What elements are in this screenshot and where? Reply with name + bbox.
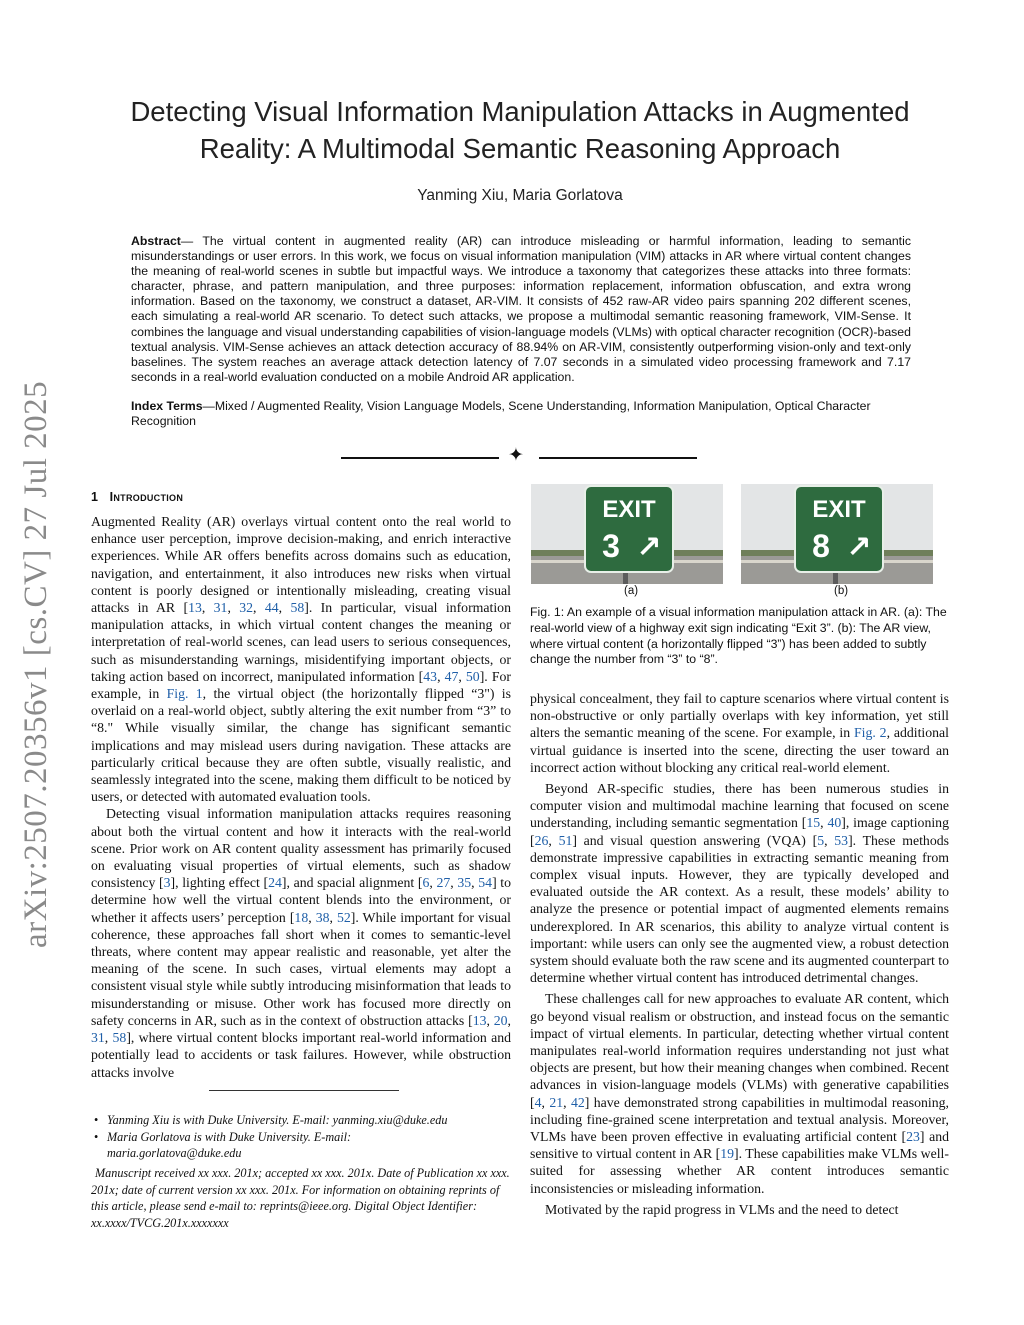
footnote-1 xyxy=(91,1112,511,1129)
intro-paragraph-2 xyxy=(91,805,511,1080)
citation-link[interactable]: 52 xyxy=(336,909,351,925)
text-run: , xyxy=(820,815,828,831)
title-line-2: Reality: A Multimodal Semantic Reasoning Approach xyxy=(199,133,841,164)
text-run: , xyxy=(437,668,445,684)
figure-1a-image xyxy=(531,484,723,584)
bullet-icon: • xyxy=(94,1113,99,1127)
citation-link[interactable]: 23 xyxy=(906,1129,920,1145)
author-list: Yanming Xiu, Maria Gorlatova xyxy=(417,187,623,204)
sign-exit-text: EXIT xyxy=(602,496,656,523)
text-run: ], lighting effect [ xyxy=(170,875,269,891)
intro-paragraph-4 xyxy=(530,780,949,986)
citation-link[interactable]: 20 xyxy=(493,1012,508,1028)
intro-paragraph-5 xyxy=(530,990,949,1196)
figure-link[interactable]: Fig. 1 xyxy=(166,686,203,702)
citation-link[interactable]: 18 xyxy=(294,909,309,925)
sign-number-text: 3 xyxy=(602,528,620,564)
intro-paragraph-3 xyxy=(530,690,949,776)
footnote-2 xyxy=(91,1129,511,1162)
text-run: These challenges call for new approaches to evaluate AR content, which go beyond visual realism or obstruction, and instead focus on the semantic impact of virtual elements. In particular, detecting whether virtual content manipulates real-world information requires understanding not just what objects are present, but how their meaning changes when combined. Recent advances in vision-language models (VLMs) with generative capabilities [ xyxy=(530,991,949,1110)
text-run: ]. While important for visual coherence, these approaches fall short when it comes to semantic-level threats, where content may appear realistic and reasonable, yet alter the meaning of the scene. In such cases, virtual elements may adopt a consistent visual style while subtly introducing misinformation that leads to misunderstanding or misuse. Other work has focused more directly on safety concerns in AR, such as in the context of obstruction attacks [ xyxy=(91,909,511,1028)
figure-1b-image xyxy=(741,484,933,584)
citation-link[interactable]: 5 xyxy=(817,832,825,848)
citation-link[interactable]: 31 xyxy=(91,1030,105,1046)
text-run: , xyxy=(563,1094,571,1110)
footnote-text: Maria Gorlatova is with Duke University. E-mail: xyxy=(107,1129,352,1144)
text-run: , xyxy=(227,600,240,616)
citation-link[interactable]: 43 xyxy=(423,668,438,684)
manuscript-info: Manuscript received xx xxx. 201x; accepted xx xxx. 201x. Date of Publication xx xxx. 201x; date of current version xx xxx. 201x. For information on obtaining reprints of this article, please send e-mail to: reprints@ieee.org. Digital Object Identifier: xx.xxxx/TVCG.201x.xxxxxxx xyxy=(91,1166,510,1230)
text-run: ], where virtual content blocks important real-world information and potentially lead to accidents or task failures. However, while obstruction attacks involve xyxy=(91,1030,511,1080)
sign-arrow-icon: ↗ xyxy=(636,530,662,565)
citation-link[interactable]: 50 xyxy=(465,668,480,684)
footnote-rule xyxy=(209,1090,399,1091)
intro-paragraph-6: Motivated by the rapid progress in VLMs and the need to detect xyxy=(545,1201,899,1217)
divider-line-left xyxy=(341,457,499,459)
text-run: ], image captioning [ xyxy=(530,815,949,848)
text-run: ] to determine how well the virtual content blends into the environment, or whether it affects users’ perception [ xyxy=(91,875,512,925)
citation-link[interactable]: 32 xyxy=(239,600,254,616)
section-number: 1 xyxy=(91,490,99,504)
text-run: , xyxy=(278,600,291,616)
sign-photo-svg xyxy=(531,484,723,584)
abstract xyxy=(131,234,911,385)
citation-link[interactable]: 47 xyxy=(444,668,459,684)
abstract-text: The virtual content in augmented reality (AR) can introduce misleading or harmful information, leading to semantic misunderstandings or user errors. In this work, we focus on visual information manipulation (VIM) attacks in AR where virtual content changes the meaning of real-world scenes in subtle but impactful ways. We introduce a taxonomy that categorizes these attacks into three formats: character, phrase, and pattern manipulation, and three purposes: information replacement, information obfuscation, and extra wrong information. Based on the taxonomy, we construct a dataset, AR-VIM. It consists of 452 raw-AR video pairs spanning 202 different scenes, each simulating a real-world AR scenario. To detect such attacks, we propose a multimodal semantic reasoning framework, VIM-Sense. It combines the language and visual understanding capabilities of vision-language models (VLMs) with optical character recognition (OCR)-based textual analysis. VIM-Sense achieves an attack detection accuracy of 88.94% on AR-VIM, consistently outperforming vision-only and text-only baselines. The system reaches an average attack detection latency of 7.07 seconds in a simulated video processing framework and 7.17 seconds in a real-world evaluation conducted on a mobile Android AR application. xyxy=(131,234,911,384)
right-column xyxy=(530,690,949,1218)
citation-link[interactable]: 54 xyxy=(478,875,493,891)
text-run: ]. In particular, visual information manipulation attacks, in which virtual content changes the meaning or interpretation of real-world scenes, can lead users to serious consequences, such as misunderstanding warnings, misidentifying important objects, or taking action based on incorrect, manipulated information [ xyxy=(91,600,511,684)
index-terms-label: Index Terms xyxy=(131,399,203,413)
text-run: , xyxy=(471,875,479,891)
text-run: , xyxy=(308,909,316,925)
text-run: , xyxy=(458,668,466,684)
citation-link[interactable]: 44 xyxy=(264,600,279,616)
paper-title xyxy=(70,93,970,167)
citation-link[interactable]: 42 xyxy=(570,1094,585,1110)
citation-link[interactable]: 13 xyxy=(472,1012,487,1028)
text-run: ]. These capabilities make VLMs well-suited for assessing whether AR content introduces semantic inconsistencies or misleading information. xyxy=(530,1146,949,1196)
text-run: , xyxy=(253,600,265,616)
text-run: Beyond AR-specific studies, there has been numerous studies in computer vision and multimodal machine learning that focused on scene understanding, including semantic segmentation [ xyxy=(530,781,949,831)
text-run: , the virtual object (the horizontally flipped “3") is overlaid on a real-world object, subtly altering the exit number from “3” to “8." While visually similar, the change has significant semantic implications and may mislead users during navigation. These attacks are particularly critical because they are often subtle, visually realistic, and seamlessly integrated into the scene, making them difficult to be noticed by users, or detected with automated evaluation tools. xyxy=(91,686,512,805)
divider-star-icon: ✦ xyxy=(508,445,524,466)
text-run: , xyxy=(486,1012,494,1028)
section-divider xyxy=(341,445,699,466)
text-run: ] and sensitive to virtual content in AR [ xyxy=(530,1129,949,1162)
sign-arrow-icon: ↗ xyxy=(846,530,872,565)
citation-link[interactable]: 13 xyxy=(188,600,202,616)
figure-link[interactable]: Fig. 2 xyxy=(853,725,887,741)
text-run: Augmented Reality (AR) overlays virtual content onto the real world to enhance user perception, improve decision-making, and enrich interactive experiences. While AR offers benefits across domains such as education, navigation, and entertainment, it also introduces new risks when virtual content is poorly designed or intentionally misleading, creating visual attacks in AR [ xyxy=(91,514,511,616)
divider-line-right xyxy=(539,457,697,459)
text-run: , xyxy=(329,909,337,925)
text-run: , xyxy=(541,1094,550,1110)
section-heading xyxy=(91,490,183,504)
text-run: ]. For example, in xyxy=(91,668,511,702)
citation-link[interactable]: 38 xyxy=(315,909,330,925)
citation-link[interactable]: 27 xyxy=(436,875,451,891)
intro-paragraph-1 xyxy=(91,513,511,805)
citation-link[interactable]: 6 xyxy=(422,875,430,891)
figure-1a-label: (a) xyxy=(624,585,639,597)
citation-link[interactable]: 4 xyxy=(534,1094,542,1110)
index-terms-text: Mixed / Augmented Reality, Vision Language Models, Scene Understanding, Information Manipulation, Optical Character Recognition xyxy=(131,399,871,429)
citation-link[interactable]: 3 xyxy=(163,875,171,891)
text-run: , xyxy=(507,1012,511,1028)
citation-link[interactable]: 24 xyxy=(268,875,282,891)
footnote-email: maria.gorlatova@duke.edu xyxy=(107,1146,242,1160)
citation-link[interactable]: 40 xyxy=(827,815,842,831)
abstract-dash: — xyxy=(180,234,203,248)
author-footnotes xyxy=(91,1112,511,1162)
text-run: ] have demonstrated strong capabilities in multimodal reasoning, including fine-grained scene interpretation and textual analysis. Moreover, VLMs have been proven effective in evaluating artificial content [ xyxy=(530,1094,949,1145)
citation-link[interactable]: 58 xyxy=(290,600,305,616)
figure-1-caption: Fig. 1: An example of a visual information manipulation attack in AR. (a): The real-world view of a highway exit sign indicating “Exit 3”. (b): The AR view, where virtual content (a horizontally flipped “3”) has been added to subtly change the number from “3” to “8”. xyxy=(530,605,947,667)
section-title: Introduction xyxy=(109,490,184,504)
bullet-icon: • xyxy=(94,1129,99,1144)
text-run: , xyxy=(104,1030,113,1046)
footnote-text: Yanming Xiu is with Duke University. E-mail: yanming.xiu@duke.edu xyxy=(107,1113,448,1127)
text-run: , xyxy=(450,875,458,891)
citation-link[interactable]: 19 xyxy=(720,1146,735,1162)
text-run: , xyxy=(824,832,835,848)
text-run: physical concealment, they fail to capture scenarios where virtual content is non-obstructive or only partially overlaps with key information, yet still alters the semantic meaning of the scene. For example, in xyxy=(530,691,949,741)
citation-link[interactable]: 26 xyxy=(534,832,549,848)
title-line-1: Detecting Visual Information Manipulation Attacks in Augmented xyxy=(130,96,910,127)
text-run: ], and spacial alignment [ xyxy=(281,875,423,891)
arxiv-identifier: arXiv:2507.20356v1 [cs.CV] 27 Jul 2025 xyxy=(18,380,54,948)
citation-link[interactable]: 21 xyxy=(549,1094,564,1110)
citation-link[interactable]: 51 xyxy=(558,832,573,848)
citation-link[interactable]: 35 xyxy=(457,875,472,891)
text-run: ]. These methods demonstrate impressive capabilities in extracting semantic meaning from complex visual inputs. However, they are typically developed and evaluated outside the AR context. As a result, these models’ ability to analyze the presence or potential impact of augmented elements remains underexplored. In AR scenarios, this ability to analyze virtual content is important: while users can only see the augmented view, a robust detection system should evaluate both the raw scene and its augmented counterpart to determine whether virtual content has introduced detrimental changes. xyxy=(530,832,949,986)
sign-photo-svg xyxy=(741,484,933,584)
citation-link[interactable]: 53 xyxy=(834,832,849,848)
figure-1b-label: (b) xyxy=(834,585,849,597)
citation-link[interactable]: 31 xyxy=(213,600,228,616)
text-run: , xyxy=(548,832,559,848)
citation-link[interactable]: 15 xyxy=(806,815,821,831)
sign-number-text: 8 xyxy=(812,528,830,564)
citation-link[interactable]: 58 xyxy=(112,1030,127,1046)
index-terms xyxy=(131,399,911,429)
text-run: , xyxy=(201,600,214,616)
abstract-label: Abstract xyxy=(131,234,181,248)
index-terms-dash: — xyxy=(202,399,215,413)
text-run: , xyxy=(429,875,437,891)
left-column xyxy=(91,513,511,1081)
sign-exit-text: EXIT xyxy=(812,496,866,523)
text-run: ] and visual question answering (VQA) [ xyxy=(572,832,818,848)
text-run: Detecting visual information manipulation attacks requires reasoning about both the virtual content and how it interacts with the real-world scene. Prior work on AR content quality assessment has primarily focused on evaluating visual properties of virtual elements, such as shadow consistency [ xyxy=(91,806,511,891)
text-run: , additional virtual guidance is inserted into the scene, directing the user toward an incorrect action without blocking any critical real-world element. xyxy=(530,725,950,775)
